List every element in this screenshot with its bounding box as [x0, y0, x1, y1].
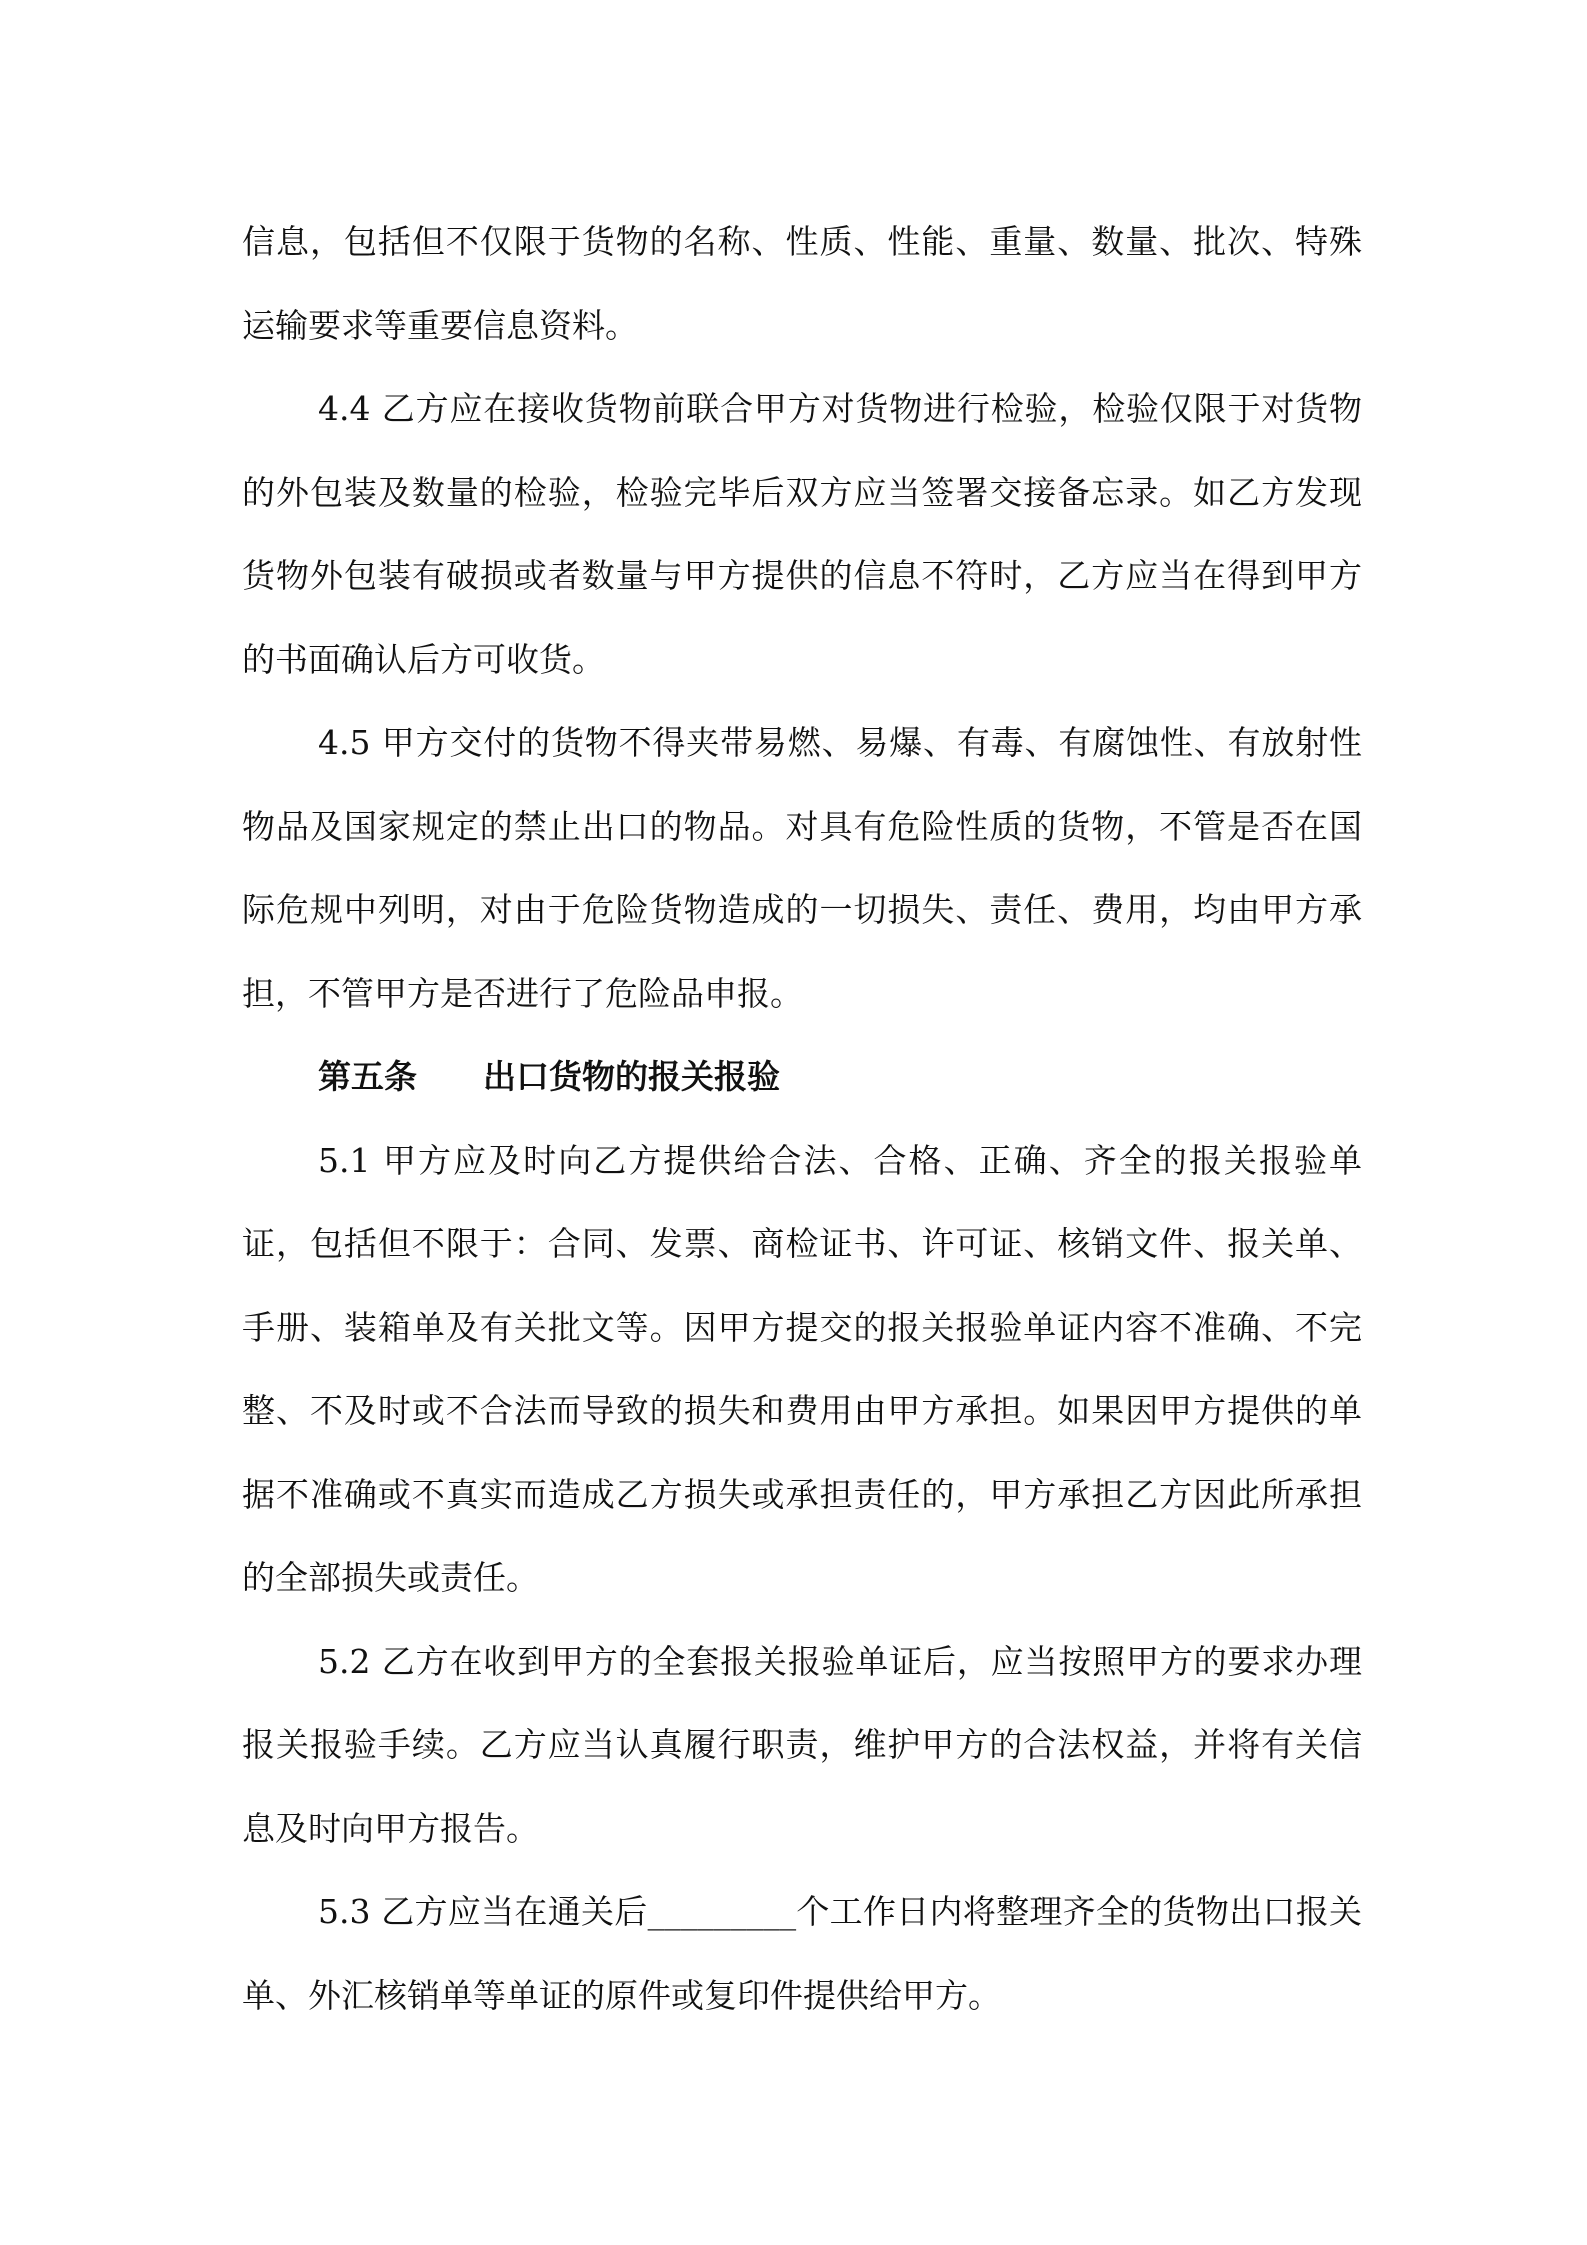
paragraph-5-3-after: 个工作日内将整理齐全的货物出口报关单、外汇核销单等单证的原件或复印件提供给甲方。 — [242, 1892, 1362, 2015]
fill-in-blank-days[interactable]: _________ — [647, 1892, 797, 1931]
article-title: 出口货物的报关报验 — [483, 1057, 780, 1096]
paragraph-4-4: 4.4 乙方应在接收货物前联合甲方对货物进行检验，检验仅限于对货物的外包装及数量的检验，检验完毕后双方应当签署交接备忘录。如乙方发现货物外包装有破损或者数量与甲方提供的信息不符时，乙方应当在得到甲方的书面确认后方可收货。 — [242, 389, 1362, 679]
paragraph-5-3-before: 5.3 乙方应当在通关后 — [318, 1892, 648, 1931]
paragraph-4-5: 4.5 甲方交付的货物不得夹带易燃、易爆、有毒、有腐蚀性、有放射性物品及国家规定的禁止出口的物品。对具有危险性质的货物，不管是否在国际危规中列明，对由于危险货物造成的一切损失、责任、费用，均由甲方承担，不管甲方是否进行了危险品申报。 — [242, 723, 1362, 1013]
article-5-heading — [242, 1035, 1362, 1119]
paragraph-5-3 — [242, 1870, 1362, 2037]
article-number: 第五条 — [318, 1057, 417, 1096]
document-body — [242, 200, 1362, 2037]
paragraph-5-2: 5.2 乙方在收到甲方的全套报关报验单证后，应当按照甲方的要求办理报关报验手续。乙方应当认真履行职责，维护甲方的合法权益，并将有关信息及时向甲方报告。 — [242, 1641, 1362, 1848]
paragraph-5-1: 5.1 甲方应及时向乙方提供给合法、合格、正确、齐全的报关报验单证，包括但不限于：合同、发票、商检证书、许可证、核销文件、报关单、手册、装箱单及有关批文等。因甲方提交的报关报验单证内容不准确、不完整、不及时或不合法而导致的损失和费用由甲方承担。如果因甲方提供的单据不准确或不真实而造成乙方损失或承担责任的，甲方承担乙方因此所承担的全部损失或责任。 — [242, 1140, 1362, 1597]
paragraph-continuation: 信息，包括但不仅限于货物的名称、性质、性能、重量、数量、批次、特殊运输要求等重要信息资料。 — [242, 222, 1362, 345]
